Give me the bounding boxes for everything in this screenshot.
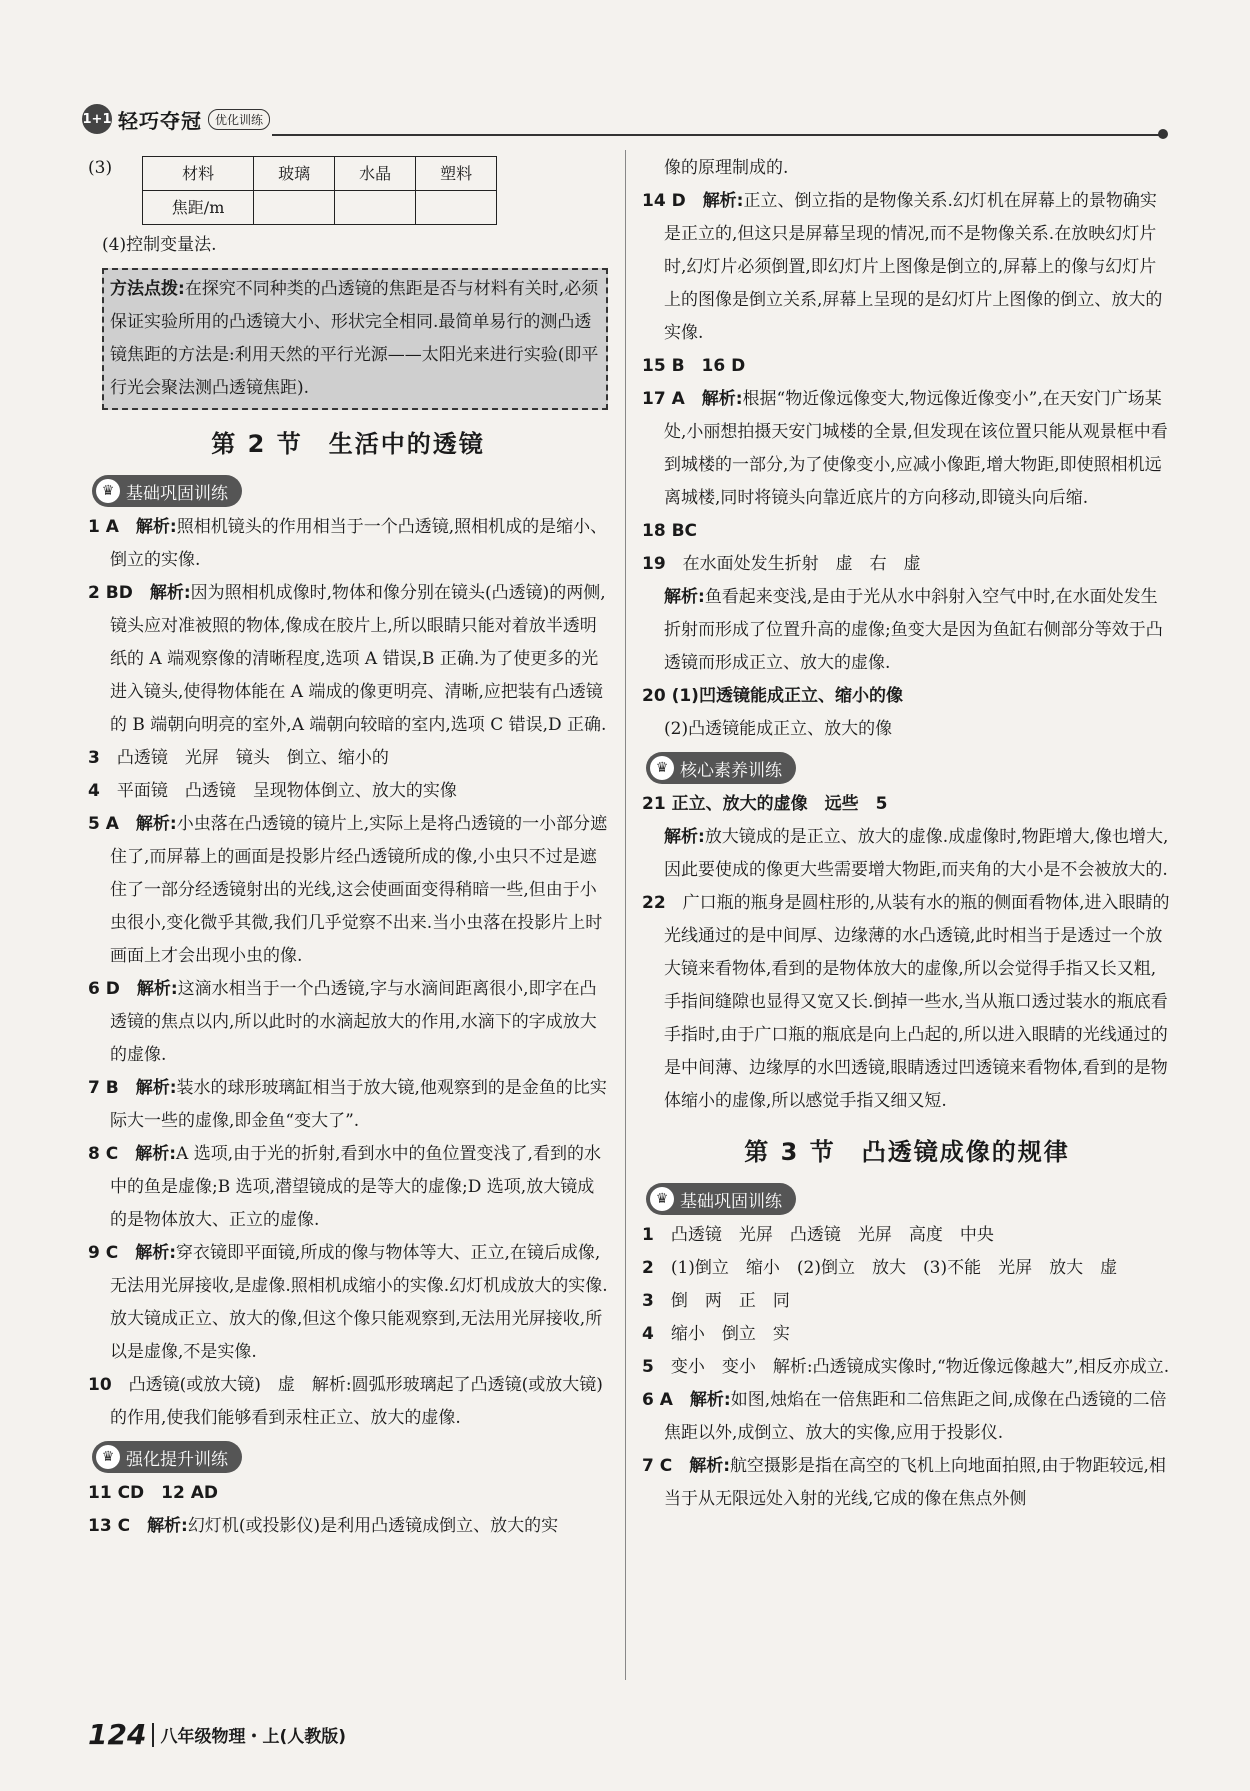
answer-number: 1 A [88, 517, 119, 537]
answer-text: 航空摄影是指在高空的飞机上向地面拍照,由于物距较远,相当于从无限远处入射的光线,它成的像在焦点外侧 [664, 1456, 1166, 1509]
answer-22 [642, 887, 1172, 1118]
answer-number: 8 C [88, 1144, 119, 1164]
answer-number: 2 [642, 1258, 654, 1278]
answer-item [88, 1237, 608, 1369]
left-column [88, 152, 608, 1543]
analysis-label: 解析: [689, 1390, 731, 1410]
answer-number: 18 BC [642, 521, 698, 541]
pill-core-training [646, 752, 796, 784]
answer-13-continued: 像的原理制成的. [664, 158, 789, 178]
analysis-label: 解析: [702, 191, 744, 211]
pill-label: 核心素养训练 [680, 760, 782, 781]
analysis-label: 解析: [135, 517, 177, 537]
section-2-title: 第 2 节 生活中的透镜 [211, 430, 485, 458]
answer-text: 缩小 倒立 实 [670, 1324, 790, 1344]
answer-number: 17 A [642, 389, 685, 409]
answer-19-analysis [642, 581, 1172, 680]
answer-item [642, 1219, 1172, 1252]
crown-icon: ♛ [650, 1187, 674, 1211]
book-title: 八年级物理・上(人教版) [160, 1727, 346, 1747]
logo-title: 轻巧夺冠 [118, 108, 202, 133]
crown-icon: ♛ [96, 1445, 120, 1469]
answer-number: 19 [642, 554, 666, 574]
table-cell [416, 191, 497, 225]
table-cell [254, 191, 335, 225]
footer-separator [152, 1723, 154, 1747]
answer-number: 7 C [642, 1456, 673, 1476]
header-dot [1158, 129, 1168, 139]
answer-21-analysis [642, 821, 1172, 887]
page-number: 124 [88, 1718, 147, 1751]
answer-text: 小虫落在凸透镜的镜片上,实际上是将凸透镜的一小部分遮住了,而屏幕上的画面是投影片经凸透镜所成的像,小虫只不过是遮住了一部分经透镜射出的光线,这会使画面变得稍暗一些,但由于小虫很小,变化微乎其微,我们几乎觉察不出来.当小虫落在投影片上时画面上才会出现小虫的像. [110, 814, 608, 966]
answer-item [88, 808, 608, 973]
answer-text: A 选项,由于光的折射,看到水中的鱼位置变浅了,看到的水中的鱼是虚像;B 选项,潜望镜成的是等大的虚像;D 选项,放大镜成的是物体放大、正立的虚像. [110, 1144, 601, 1230]
analysis-label: 解析: [135, 1144, 177, 1164]
answer-item [642, 1252, 1172, 1285]
answer-number: 5 A [88, 814, 119, 834]
header-rule [272, 134, 1162, 136]
analysis-label: 解析: [135, 1243, 177, 1263]
section-3-title: 第 3 节 凸透镜成像的规律 [744, 1138, 1070, 1166]
table-cell [335, 191, 416, 225]
answer-text: 穿衣镜即平面镜,所成的像与物体等大、正立,在镜后成像,无法用光屏接收,是虚像.照相机成缩小的实像.幻灯机成放大的实像.放大镜成正立、放大的像,但这个像只能观察到,无法用光屏接收,所以是虚像,不是实像. [110, 1243, 608, 1362]
answer-20b: (2)凸透镜能成正立、放大的像 [664, 719, 893, 739]
logo-subtitle: 优化训练 [208, 109, 270, 130]
answer-item [642, 1450, 1172, 1516]
tip-text: 在探究不同种类的凸透镜的焦距是否与材料有关时,必须保证实验所用的凸透镜大小、形状完全相同.最简单易行的测凸透镜焦距的方法是:利用天然的平行光源——太阳光来进行实验(即平行光会聚法测凸透镜焦距). [110, 279, 599, 398]
answer-item [642, 1285, 1172, 1318]
logo [82, 104, 270, 134]
table-cell: 玻璃 [254, 157, 335, 191]
answer-item [642, 1384, 1172, 1450]
answer-text: 幻灯机(或投影仪)是利用凸透镜成倒立、放大的实 [187, 1516, 559, 1536]
table-cell: 塑料 [416, 157, 497, 191]
answer-item [88, 577, 608, 742]
table-row [143, 157, 497, 191]
answer-number: 14 D [642, 191, 686, 211]
answer-text: 倒 两 正 同 [670, 1291, 790, 1311]
answer-text: 这滴水相当于一个凸透镜,字与水滴间距离很小,即字在凸透镜的焦点以内,所以此时的水滴起放大的作用,水滴下的字成放大的虚像. [110, 979, 597, 1065]
answer-item [642, 1318, 1172, 1351]
answer-text: 正立、倒立指的是物像关系.幻灯机在屏幕上的景物确实是正立的,但这只是屏幕呈现的情况,而不是物像关系.在放映幻灯片时,幻灯片必须倒置,即幻灯片上图像是倒立的,屏幕上的像与幻灯片上的图像是倒立关系,屏幕上呈现的是幻灯片上图像的倒立、放大的实像. [664, 191, 1163, 343]
answer-number: 13 C [88, 1516, 131, 1536]
right-column [642, 152, 1172, 1516]
answer-item [642, 383, 1172, 515]
answer-item [88, 1072, 608, 1138]
logo-badge: 1+1 [82, 104, 112, 134]
answer-11-12: 11 CD 12 AD [88, 1483, 219, 1503]
answer-text: (1)倒立 缩小 (2)倒立 放大 (3)不能 光屏 放大 虚 [670, 1258, 1118, 1278]
table-row [143, 191, 497, 225]
crown-icon: ♛ [96, 479, 120, 503]
answer-text: 平面镜 凸透镜 呈现物体倒立、放大的实像 [116, 781, 457, 801]
answer-number: 3 [88, 748, 100, 768]
answer-text: 放大镜成的是正立、放大的虚像.成虚像时,物距增大,像也增大,因此要使成的像更大些需要增大物距,而夹角的大小是不会被放大的. [664, 827, 1169, 880]
answer-number: 3 [642, 1291, 654, 1311]
answer-13 [88, 1510, 608, 1543]
answer-item [88, 1369, 608, 1435]
analysis-label: 解析: [701, 389, 743, 409]
answer-number: 22 [642, 893, 666, 913]
answer-item [642, 1351, 1172, 1384]
pill-basic-training [646, 1183, 796, 1215]
answer-number: 4 [642, 1324, 654, 1344]
answer-number: 4 [88, 781, 100, 801]
analysis-label: 解析: [664, 827, 705, 847]
table-cell: 水晶 [335, 157, 416, 191]
material-table [142, 156, 497, 225]
page-footer [88, 1718, 346, 1751]
analysis-label: 解析: [147, 1516, 188, 1536]
answer-text: 变小 变小 解析:凸透镜成实像时,“物近像远像越大”,相反亦成立. [670, 1357, 1170, 1377]
answer-number: 15 B 16 D [642, 356, 746, 376]
answer-item [88, 775, 608, 808]
answer-text: 因为照相机成像时,物体和像分别在镜头(凸透镜)的两侧,镜头应对准被照的物体,像成在胶片上,所以眼睛只能对着放半透明纸的 A 端观察像的清晰程度,选项 A 错误,B 正确.为了使更多的光进入镜头,使得物体能在 A 端成的像更明亮、清晰,应把装有凸透镜的 B 端朝向明亮的室外,A 端朝向较暗的室内,选项 C 错误,D 正确. [110, 583, 607, 735]
answer-number: 1 [642, 1225, 654, 1245]
answer-item [88, 1138, 608, 1237]
pill-label: 强化提升训练 [126, 1449, 228, 1470]
answer-text: 照相机镜头的作用相当于一个凸透镜,照相机成的是缩小、倒立的实像. [110, 517, 608, 570]
answer-number: 2 BD [88, 583, 133, 603]
pill-label: 基础巩固训练 [126, 483, 228, 504]
answer-item [88, 742, 608, 775]
answer-number: 10 [88, 1375, 112, 1395]
pill-strengthen-training [92, 1441, 242, 1473]
column-divider [625, 150, 626, 1680]
answer-item [642, 515, 1172, 548]
answer-text: 凸透镜(或放大镜) 虚 解析:圆弧形玻璃起了凸透镜(或放大镜)的作用,使我们能够看到汞柱正立、放大的虚像. [110, 1375, 603, 1428]
pill-label: 基础巩固训练 [680, 1191, 782, 1212]
answer-text: 装水的球形玻璃缸相当于放大镜,他观察到的是金鱼的比实际大一些的虚像,即金鱼“变大了”. [110, 1078, 607, 1131]
answer-text: 在水面处发生折射 虚 右 虚 [682, 554, 921, 574]
answer-number: 6 D [88, 979, 120, 999]
answer-item [642, 350, 1172, 383]
answer-item [88, 973, 608, 1072]
analysis-label: 解析: [689, 1456, 731, 1476]
table-cell: 材料 [143, 157, 254, 191]
analysis-label: 解析: [149, 583, 191, 603]
answer-text: 鱼看起来变浅,是由于光从水中斜射入空气中时,在水面处发生折射而形成了位置升高的虚像;鱼变大是因为鱼缸右侧部分等效于凸透镜而形成正立、放大的虚像. [664, 587, 1163, 673]
pill-basic-training [92, 475, 242, 507]
answer-number: 5 [642, 1357, 654, 1377]
answer-text: 广口瓶的瓶身是圆柱形的,从装有水的瓶的侧面看物体,进入眼睛的光线通过的是中间厚、边缘薄的水凸透镜,此时相当于是透过一个放大镜来看物体,看到的是物体放大的虚像,所以会觉得手指又长又粗,手指间缝隙也显得又宽又长.倒掉一些水,当从瓶口透过装水的瓶底看手指时,由于广口瓶的瓶底是向上凸起的,所以进入眼睛的光线通过的是中间薄、边缘厚的水凹透镜,眼睛透过凹透镜来看物体,看到的是物体缩小的虚像,所以感觉手指又细又短. [664, 893, 1170, 1111]
answer-number: 9 C [88, 1243, 119, 1263]
analysis-label: 解析: [135, 1078, 177, 1098]
answer-number: 7 B [88, 1078, 119, 1098]
method-tip-box [102, 268, 608, 410]
answer-20a: 20 (1)凹透镜能成正立、缩小的像 [642, 686, 903, 706]
answer-text: 凸透镜 光屏 镜头 倒立、缩小的 [116, 748, 389, 768]
analysis-label: 解析: [135, 814, 177, 834]
q4-answer: (4)控制变量法. [102, 235, 217, 255]
answer-item [88, 511, 608, 577]
answer-text: 根据“物近像远像变大,物远像近像变小”,在天安门广场某处,小丽想拍摄天安门城楼的全景,但发现在该位置只能从观景框中看到城楼的一部分,为了使像变小,应减小像距,增大物距,即使照相机远离城楼,同时将镜头向靠近底片的方向移动,即镜头向后缩. [664, 389, 1168, 508]
q3-label: (3) [88, 158, 113, 178]
answer-item [642, 185, 1172, 350]
answer-text: 凸透镜 光屏 凸透镜 光屏 高度 中央 [670, 1225, 994, 1245]
tip-label: 方法点拨: [110, 279, 185, 299]
answer-number: 6 A [642, 1390, 673, 1410]
page-header [82, 104, 1162, 144]
answer-item [642, 548, 1172, 581]
crown-icon: ♛ [650, 756, 674, 780]
answer-text: 如图,烛焰在一倍焦距和二倍焦距之间,成像在凸透镜的二倍焦距以外,成倒立、放大的实像,应用于投影仪. [664, 1390, 1167, 1443]
analysis-label: 解析: [664, 587, 705, 607]
table-cell: 焦距/m [143, 191, 254, 225]
analysis-label: 解析: [136, 979, 178, 999]
answer-21: 21 正立、放大的虚像 远些 5 [642, 794, 888, 814]
